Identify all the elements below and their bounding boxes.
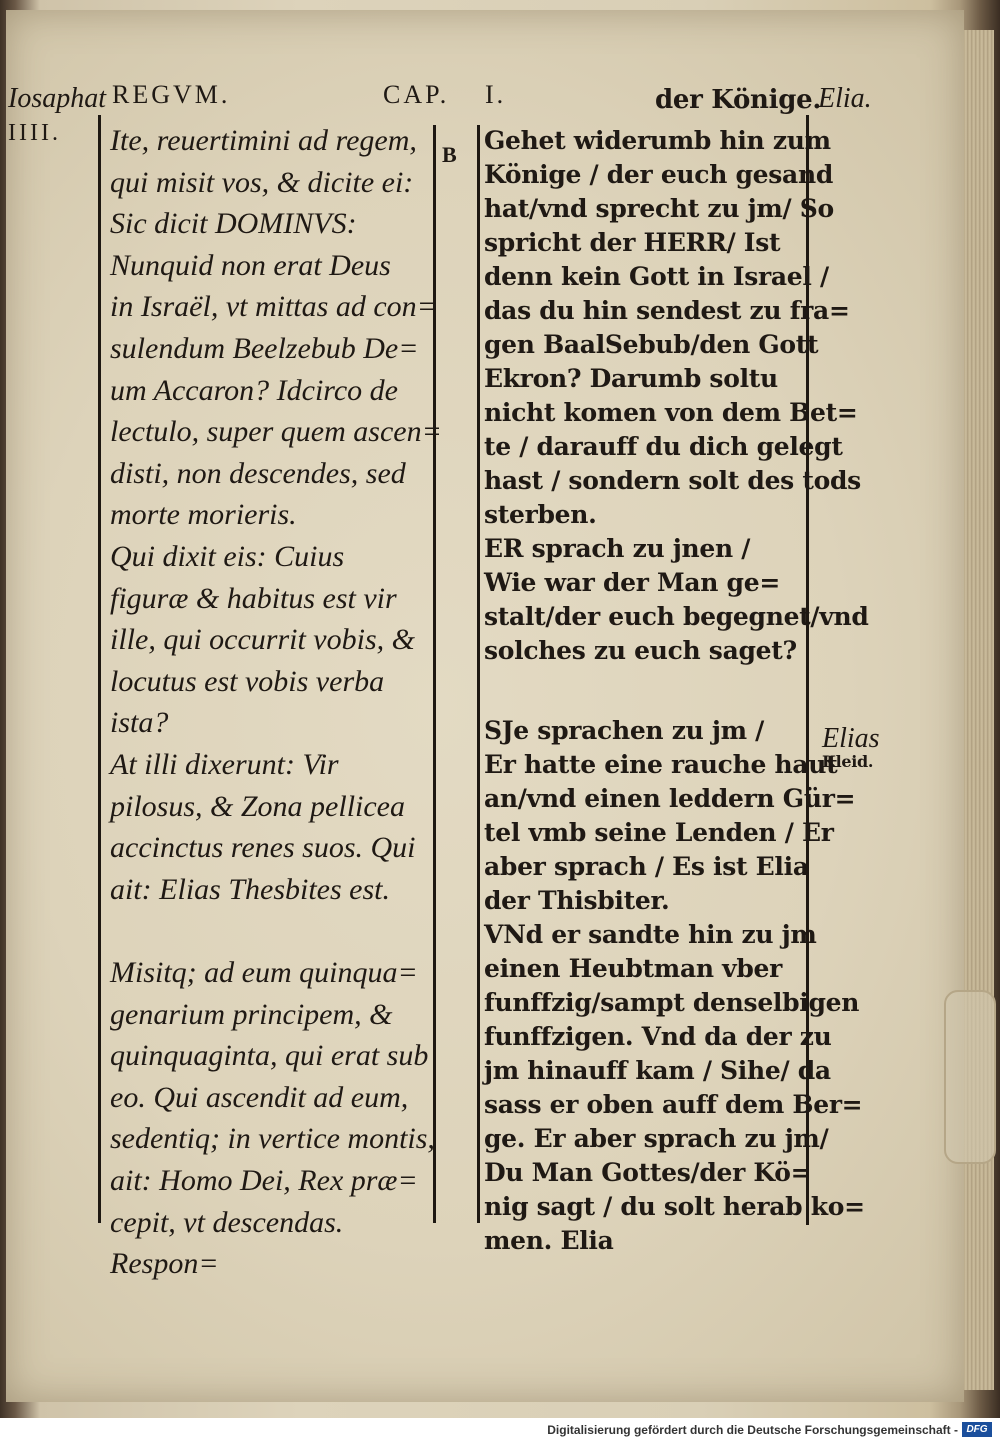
margin-elia-head: Elia. <box>818 83 872 114</box>
footer-credit: Digitalisierung gefördert durch die Deutsche Forschungsgemeinschaft - <box>547 1423 958 1437</box>
latin-line: qui misit vos, & dicite ei: <box>110 165 414 199</box>
german-line: einen Heubtman vber <box>484 954 783 983</box>
latin-line: Respon= <box>110 1247 219 1281</box>
running-head-german: der Könige. <box>655 85 822 115</box>
latin-line: Nunquid non erat Deus <box>110 248 391 282</box>
running-head-cap: CAP. <box>383 80 450 109</box>
running-head-latin: REGVM. <box>112 80 231 109</box>
latin-line: sulendum Beelzebub De= <box>110 332 419 365</box>
latin-line: ille, qui occurrit vobis, & <box>110 623 415 657</box>
german-line: sass er oben auff dem Ber= <box>484 1090 863 1119</box>
german-line: funffzig/sampt denselbigen <box>484 988 860 1017</box>
german-line: gen BaalSebub/den Gott <box>484 330 819 359</box>
german-line: ge. Er aber sprach zu jm/ <box>484 1124 829 1153</box>
latin-line: in Israël, vt mittas ad con= <box>110 290 437 324</box>
margin-reign-number: IIII. <box>8 120 61 146</box>
german-line: der Thisbiter. <box>484 886 670 915</box>
german-line: SJe sprachen zu jm / <box>484 716 765 745</box>
german-line: denn kein Gott in Israel / <box>484 262 829 291</box>
latin-line: cepit, vt descendas. <box>110 1205 344 1239</box>
german-line: stalt/der euch begegnet/vnd <box>484 602 869 631</box>
latin-line: um Accaron? Idcirco de <box>110 373 398 407</box>
german-line: tel vmb seine Lenden / Er <box>484 818 834 847</box>
german-line: an/vnd einen leddern Gür= <box>484 784 856 813</box>
german-line: Wie war der Man ge= <box>484 568 780 597</box>
german-line: te / darauff du dich gelegt <box>484 432 843 461</box>
latin-line: ista? <box>110 706 169 740</box>
latin-line: genarium principem, & <box>110 997 393 1031</box>
latin-line: locutus est vobis verba <box>110 664 385 698</box>
german-line: sterben. <box>484 500 597 529</box>
margin-note-kleid: Kleid. <box>822 752 874 771</box>
german-line: hat/vnd sprecht zu jm/ So <box>484 194 834 223</box>
latin-line: morte morieris. <box>110 498 297 532</box>
page-tab-clip <box>944 990 996 1164</box>
dfg-logo: DFG <box>962 1422 992 1437</box>
latin-line: sedentiq; in vertice montis, <box>110 1122 435 1156</box>
latin-line: Sic dicit DOMINVS: <box>110 207 357 241</box>
rule-left-outer <box>98 115 101 1223</box>
page-edge <box>964 30 994 1390</box>
latin-line: Ite, reuertimini ad regem, <box>110 124 417 157</box>
german-line: jm hinauff kam / Sihe/ da <box>484 1056 831 1085</box>
latin-line: pilosus, & Zona pellicea <box>110 789 405 823</box>
latin-line: ait: Elias Thesbites est. <box>110 872 390 906</box>
german-line: Ekron? Darumb soltu <box>484 364 778 393</box>
german-line: hast / sondern solt des tods <box>484 466 861 495</box>
german-line: das du hin sendest zu fra= <box>484 296 850 325</box>
german-line: solches zu euch saget? <box>484 636 797 665</box>
german-line: Er hatte eine rauche haut <box>484 750 838 779</box>
margin-note-elias: Elias <box>822 723 880 754</box>
rule-german-left <box>477 125 480 1223</box>
latin-line: disti, non descendes, sed <box>110 456 406 490</box>
margin-king-name: Iosaphat <box>8 83 106 114</box>
german-line: Du Man Gottes/der Kö= <box>484 1158 812 1187</box>
latin-line: eo. Qui ascendit ad eum, <box>110 1080 409 1114</box>
latin-line: quinquaginta, qui erat sub <box>110 1039 429 1073</box>
latin-line: lectulo, super quem ascen= <box>110 415 442 449</box>
latin-line: At illi dixerunt: Vir <box>110 748 339 781</box>
digitization-footer <box>0 1418 1000 1442</box>
latin-line: figuræ & habitus est vir <box>110 581 397 615</box>
german-line: nicht komen von dem Bet= <box>484 398 858 427</box>
latin-line: ait: Homo Dei, Rex præ= <box>110 1164 418 1197</box>
german-line: aber sprach / Es ist Elia <box>484 852 809 881</box>
german-line: spricht der HERR/ Ist <box>484 228 781 257</box>
german-line: men. Elia <box>484 1226 614 1255</box>
latin-line: Qui dixit eis: Cuius <box>110 540 345 573</box>
german-line: funffzigen. Vnd da der zu <box>484 1022 832 1051</box>
german-line: ER sprach zu jnen / <box>484 534 751 563</box>
german-line: VNd er sandte hin zu jm <box>484 920 817 949</box>
german-line: nig sagt / du solt herab ko= <box>484 1192 865 1221</box>
running-head-chapter: I. <box>485 80 507 109</box>
latin-line: accinctus renes suos. Qui <box>110 831 416 865</box>
section-marker: B <box>442 142 457 167</box>
german-line: Könige / der euch gesand <box>484 160 834 189</box>
german-line: Gehet widerumb hin zum <box>484 126 831 155</box>
latin-line: Misitq; ad eum quinqua= <box>110 956 418 989</box>
bleed-through <box>880 80 888 108</box>
